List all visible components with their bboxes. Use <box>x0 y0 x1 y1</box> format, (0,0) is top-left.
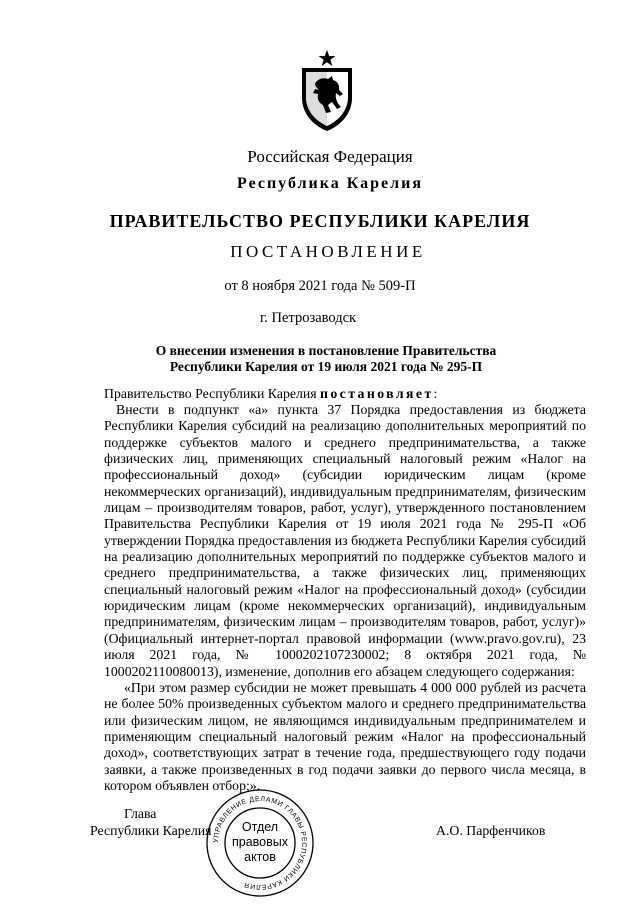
preamble-prefix: Правительство Республики Карелия <box>104 386 321 401</box>
stamp-line-3: актов <box>244 850 276 864</box>
preamble-suffix: : <box>433 386 438 401</box>
republic-name: Республика Карелия <box>237 175 423 192</box>
country-name: Российская Федерация <box>247 147 413 166</box>
stamp-line-2: правовых <box>232 835 288 849</box>
subject-line-2: Республики Карелия от 19 июля 2021 года № 295-П <box>169 359 483 374</box>
city: г. Петрозаводск <box>260 310 357 326</box>
stamp-line-1: Отдел <box>241 820 279 834</box>
signatory-name: А.О. Парфенчиков <box>436 823 546 838</box>
subject-line-1: О внесении изменения в постановление Правительства <box>155 343 497 358</box>
preamble <box>104 386 586 402</box>
karelia-coat-of-arms-icon <box>298 50 356 132</box>
preamble-verb: постановляет <box>320 386 434 401</box>
official-stamp <box>204 787 316 899</box>
signature-title: Глава <box>124 806 157 821</box>
stamp-ring-text: УПРАВЛЕНИЕ ДЕЛАМИ ГЛАВЫ РЕСПУБЛИКИ КАРЕЛИЯ <box>212 795 308 891</box>
document-type: ПОСТАНОВЛЕНИЕ <box>230 242 426 261</box>
date-number: от 8 ноября 2021 года № 509-П <box>224 278 416 294</box>
body-paragraph-1: Внести в подпункт «а» пункта 37 Порядка предоставления из бюджета Республики Карелия субсидий на реализацию дополнительных мероприятий по поддержке субъектов малого и среднего предпринимательства, а также физических лиц, применяющих специальный налоговый режим «Налог на профессиональный доход» (субсидии юридическим лицам (кроме некоммерческих организаций), индивидуальным предпринимателям, физическим лицам – производителям товаров, работ, услуг), утвержденного постановлением Правительства Республики Карелия от 19 июля 2021 года № 295-П «Об утверждении Порядка предоставления из бюджета Республики Карелия субсидий на реализацию дополнительных мероприятий по поддержке субъектов малого и среднего предпринимательства, а также физических лиц, применяющих специальный налоговый режим «Налог на профессиональный доход» (субсидии юридическим лицам (кроме некоммерческих организаций), индивидуальным предпринимателям, физическим лицам – производителям товаров, работ, услуг)» (Официальный интернет-портал правовой информации (www.pravo.gov.ru), 23 июля 2021 года, № 1000202107230002; 8 октября 2021 года, № 1000202110080013), изменение, дополнив его абзацем следующего содержания: <box>104 402 586 679</box>
document-subject <box>6 343 640 375</box>
government-name: ПРАВИТЕЛЬСТВО РЕСПУБЛИКИ КАРЕЛИЯ <box>109 211 531 231</box>
body-paragraph-2: «При этом размер субсидии не может превышать 4 000 000 рублей из расчета не более 50% произведенных субъектом малого и среднего предпринимательства или физическим лицом, не являющимся индивидуальным предпринимателем и применяющим специальный налоговый режим «Налог на профессиональный доход», соответствующих затрат в течение года, предшествующего году подачи заявки, а также произведенных в год подачи заявки до первого числа месяца, в котором объявлен отбор;». <box>104 680 586 794</box>
signature-org: Республики Карелия <box>90 823 212 838</box>
